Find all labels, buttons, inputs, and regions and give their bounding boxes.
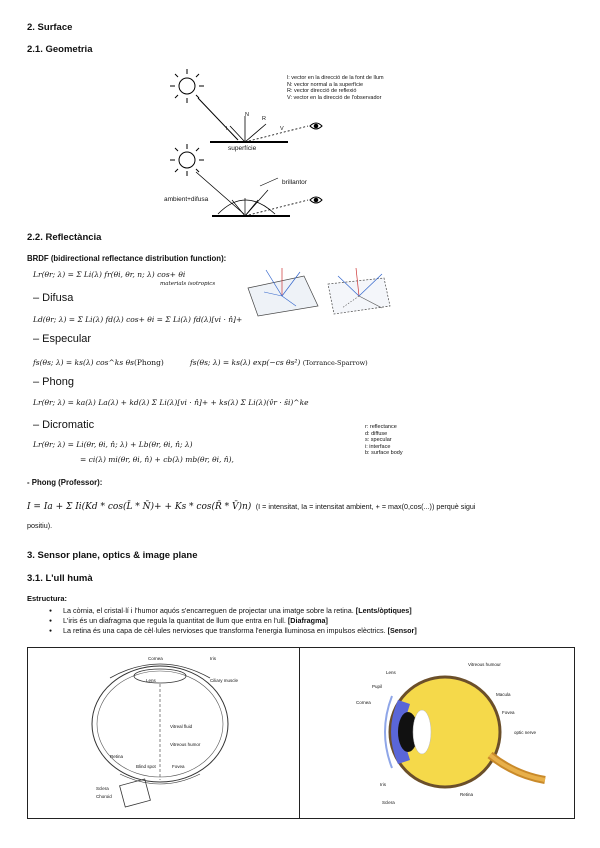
table-divider [299,647,300,819]
section-3-1-title: 3.1. L'ull humà [27,573,93,584]
list-item: ● L'iris és un diafragma que regula la quantitat de llum que entra en l'ull. [Diafragma] [27,616,587,626]
eye2-labels: Lens Pupil Cornea Vitreous humour Macula Fovea optic nerve Iris Retina Sclera [356,662,537,805]
difusa-formula: Ld(θr; λ) = Σ Li(λ) fd(λ) cos+ θi = Σ Li(λ) fd(λ)[vi · n̂]+ [33,315,243,324]
especular-formula-2: fs(θs; λ) = ks(λ) exp(−cs θs²) (Torrance-Sparrow) [190,358,368,367]
difusa-heading: – Difusa [33,292,74,304]
geometry-legend: l: vector en la direcció de la font de llum N: vector normal a la superfície R: vector direcció de reflexió V: vector en la direcció de l'observador [287,75,384,101]
label-l: l [226,126,228,132]
section-2-1-title: 2.1. Geometria [27,44,93,55]
brillantor-label: brillantor [282,179,307,186]
brdf-formula: Lr(θr; λ) = Σ Li(λ) fr(θi, θr, n; λ) cos+ θi [33,270,186,279]
brdf-figure [244,262,394,324]
phong-professor-line: I = Ia + Σ Ii(Kd * cos(L̄ * N̄)+ + Ks * cos(R̄ * V̄)n) (I = intensitat, Ia = intensitat ambient, + = max(0,cos(...)) perquè sigui [27,502,476,512]
ambient-label: ambient+difusa [164,196,209,203]
sun-icon-2 [170,144,204,176]
especular-heading: – Especular [33,333,92,345]
dicromatic-legend: r: reflectance d: diffuse s: specular i: interface b: surface body [365,424,403,457]
section-3-title: 3. Sensor plane, optics & image plane [27,550,198,561]
phong-formula: Lr(θr; λ) = ka(λ) La(λ) + kd(λ) Σ Li(λ)[vi · n̂]+ + ks(λ) Σ Li(λ)(v̂r · ŝi)^ke [33,398,309,407]
section-2-2-title: 2.2. Reflectància [27,232,102,243]
eye-icon-2 [310,197,322,203]
label-V: V [280,126,284,132]
section-2-title: 2. Surface [27,22,73,33]
list-item: ● La retina és una capa de cèl·lules nervioses que transforma l'energia lluminosa en impulsos elèctrics. [Sensor] [27,626,587,636]
eye-icon [310,123,322,129]
dicromatic-formula-2: = ci(λ) mi(θr, θi, n̂) + cb(λ) mb(θr, θi, n̂), [80,455,234,464]
dicromatic-formula-1: Lr(θr; λ) = Li(θr, θi, n̂; λ) + Lb(θr, θi, n̂; λ) [33,440,193,449]
brdf-title: BRDF (bidirectional reflectance distribution function): [27,254,227,263]
brdf-formula-sub: materials isotropics [160,281,216,287]
list-item: ● La còrnia, el cristal·lí i l'humor aquós s'encarreguen de projectar una imatge sobre la retina. [Lents/òptiques] [27,606,587,616]
phong-professor-note-2: positiu). [27,521,53,530]
estructura-list [27,606,587,636]
label-R: R [262,116,266,122]
sun-icon [170,69,204,103]
surface-label: superfície [228,145,257,152]
estructura-title: Estructura: [27,594,68,603]
dicromatic-heading: – Dicromatic [33,419,95,431]
label-N: N [245,112,249,118]
phong-professor-title: - Phong (Professor): [27,478,103,487]
especular-formula-1: fs(θs; λ) = ks(λ) cos^ks θs(Phong) [33,358,164,367]
phong-heading: – Phong [33,376,74,388]
